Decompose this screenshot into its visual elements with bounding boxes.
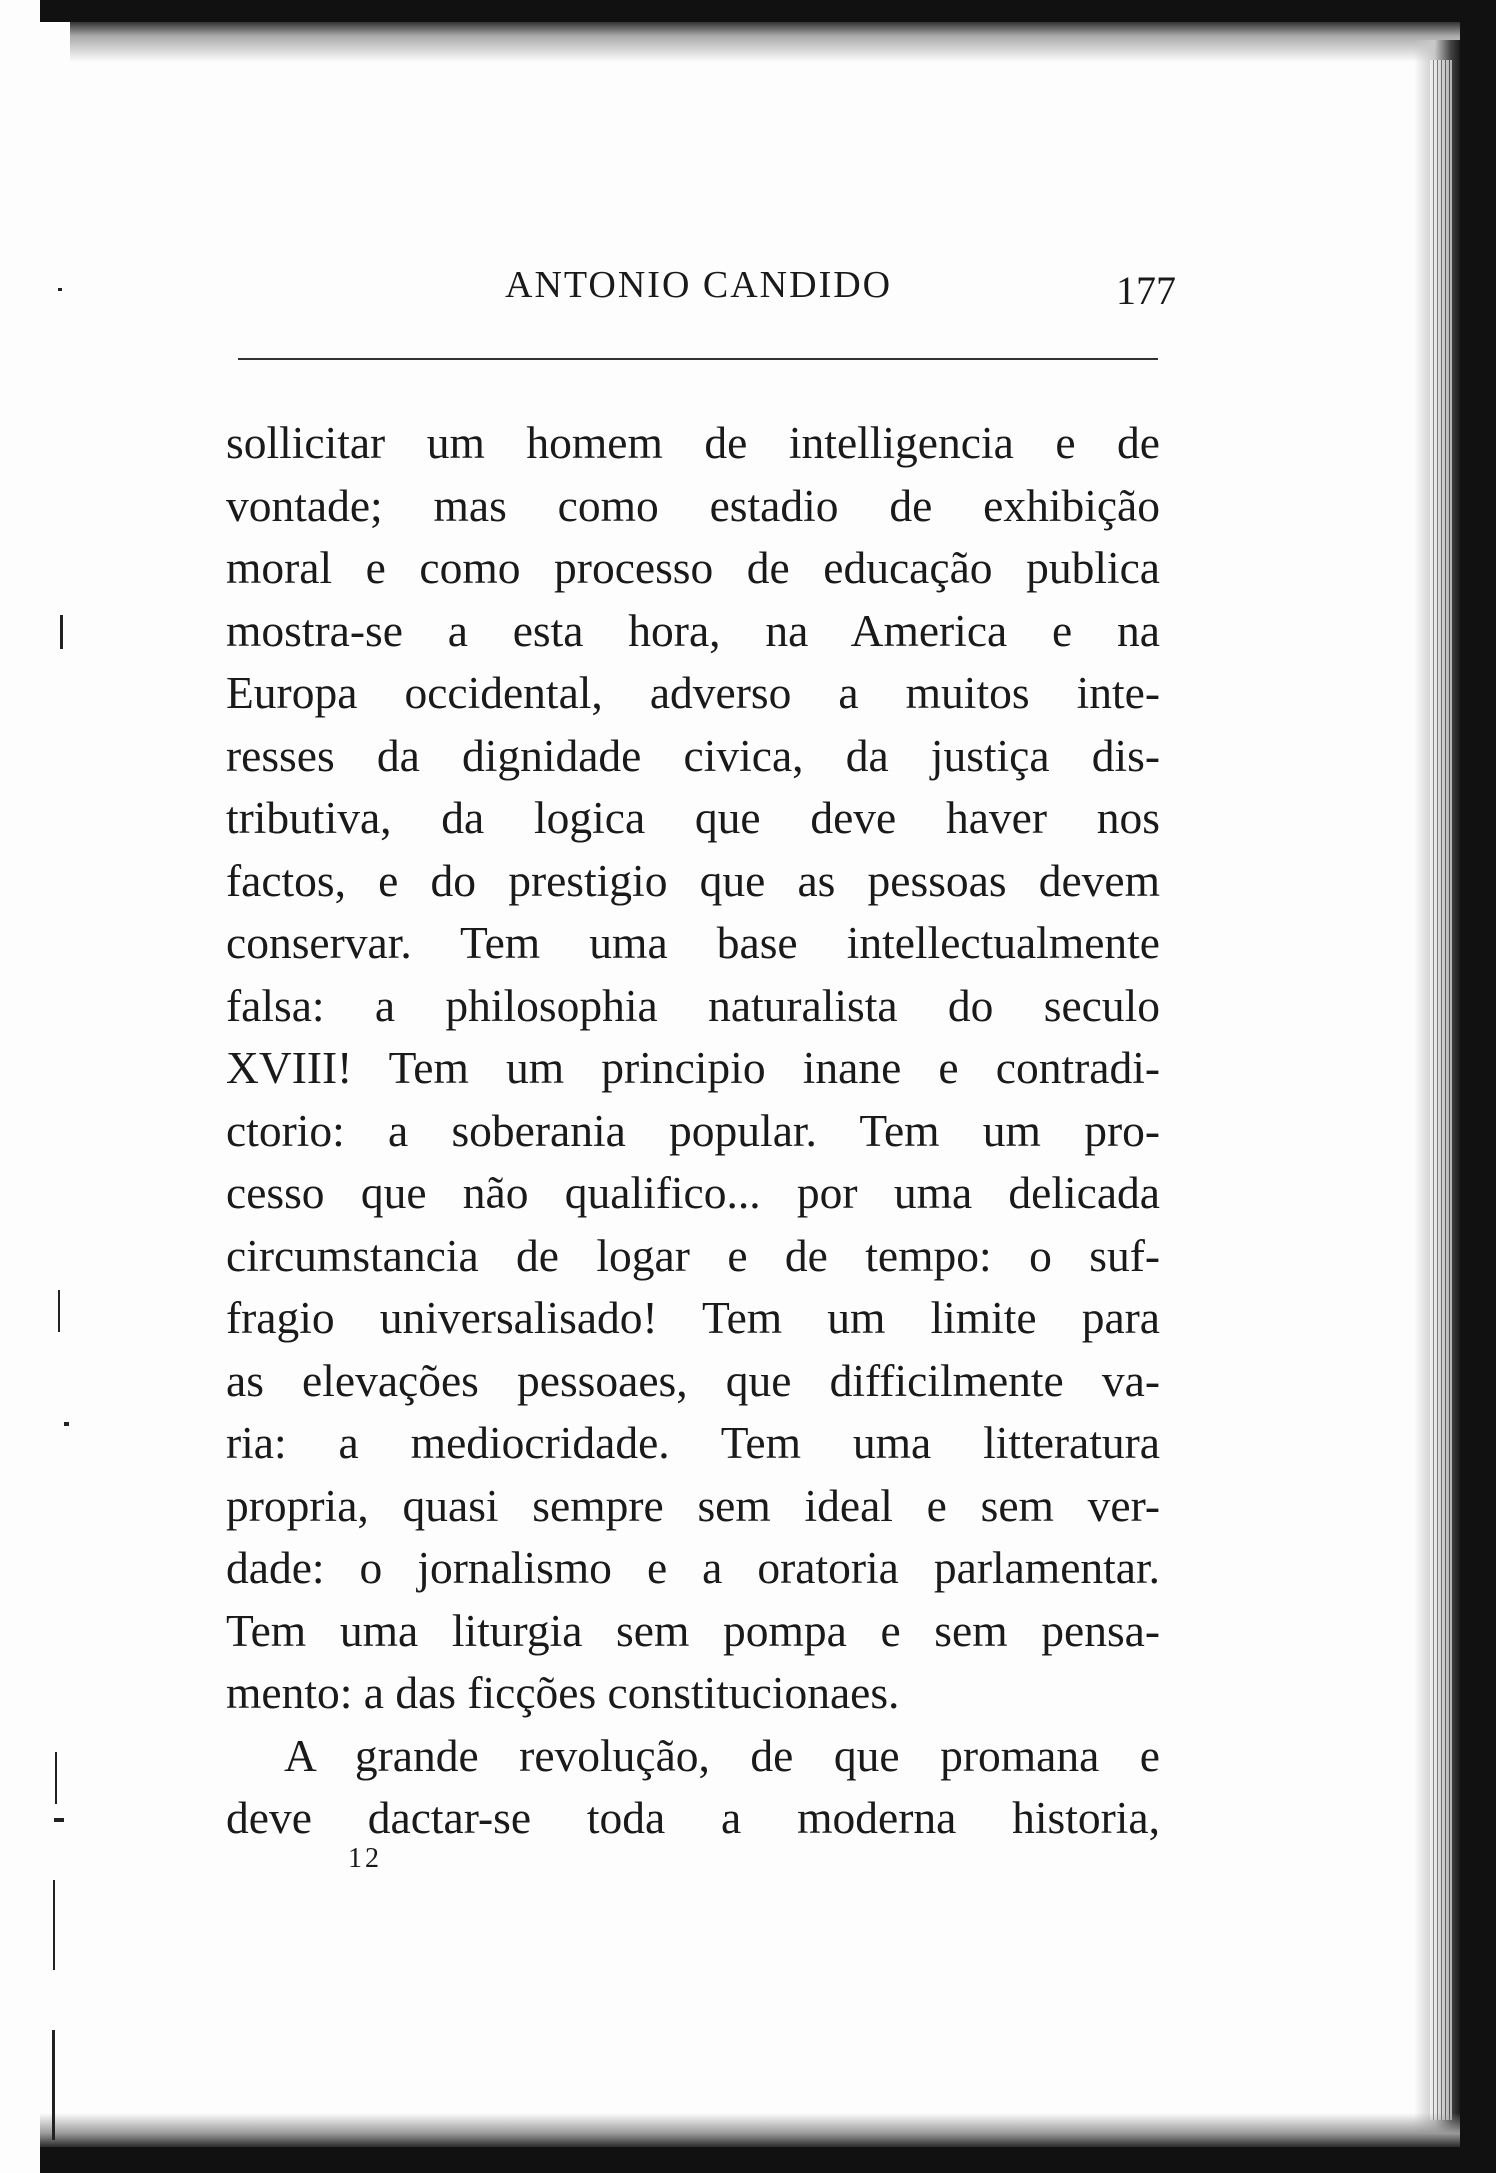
text-line: Europa occidental, adverso a muitos inte-	[226, 667, 1160, 718]
text-line: as elevações pessoaes, que difficilmente va-	[226, 1354, 1160, 1406]
scan-edge-top-shadow	[70, 22, 1470, 62]
page-edge-stack	[1430, 60, 1452, 2120]
text-line: resses da dignidade civica, da justiça dis-	[226, 729, 1160, 781]
margin-speck	[60, 615, 63, 649]
text-line: tributiva, da logica que deve haver nos	[226, 792, 1160, 843]
text-line: sollicitar um homem de intelligencia e de	[226, 417, 1160, 468]
header-rule	[238, 358, 1158, 360]
text-line: ctorio: a soberania popular. Tem um pro-	[226, 1104, 1160, 1156]
running-title: ANTONIO CANDIDO	[505, 264, 893, 306]
text-line: moral e como processo de educação publica	[226, 542, 1160, 593]
text-line: deve dactar-se toda a moderna historia,	[226, 1792, 1160, 1843]
text-line: propria, quasi sempre sem ideal e sem ver-	[226, 1479, 1160, 1531]
text-line: mostra-se a esta hora, na America e na	[226, 604, 1160, 656]
margin-speck	[58, 1290, 60, 1332]
signature-mark: 12	[348, 1843, 382, 1874]
text-line: Tem uma liturgia sem pompa e sem pensa-	[226, 1604, 1160, 1656]
text-line: ria: a mediocridade. Tem uma litteratura	[226, 1417, 1160, 1468]
body-text	[226, 412, 1160, 1850]
text-line: circumstancia de logar e de tempo: o suf-	[226, 1229, 1160, 1281]
text-line: vontade; mas como estadio de exhibição	[226, 479, 1160, 531]
margin-speck	[55, 1752, 57, 1804]
text-line: falsa: a philosophia naturalista do seculo	[226, 979, 1160, 1031]
text-line: cesso que não qualifico... por uma delicada	[226, 1167, 1160, 1218]
text-line: fragio universalisado! Tem um limite para	[226, 1292, 1160, 1343]
text-line: XVIII! Tem um principio inane e contradi-	[226, 1042, 1160, 1093]
paragraph-end-line: mento: a das ficções constitucionaes.	[226, 1667, 900, 1718]
page-number: 177	[1116, 268, 1176, 313]
scan-edge-right	[1460, 0, 1496, 2173]
margin-speck	[64, 1422, 69, 1426]
paragraph-start-line: A grande revolução, de que promana e	[284, 1729, 1160, 1781]
margin-speck	[54, 1818, 64, 1822]
text-line: conservar. Tem uma base intellectualmente	[226, 917, 1160, 968]
margin-speck	[53, 1880, 55, 1970]
margin-speck	[52, 2030, 55, 2140]
text-line: dade: o jornalismo e a oratoria parlamentar.	[226, 1542, 1160, 1593]
scan-edge-top	[40, 0, 1496, 22]
margin-speck	[58, 288, 62, 291]
scan-edge-bottom-shadow	[40, 2113, 1460, 2147]
text-line: factos, e do prestigio que as pessoas devem	[226, 854, 1160, 906]
scan-edge-bottom	[40, 2147, 1496, 2173]
